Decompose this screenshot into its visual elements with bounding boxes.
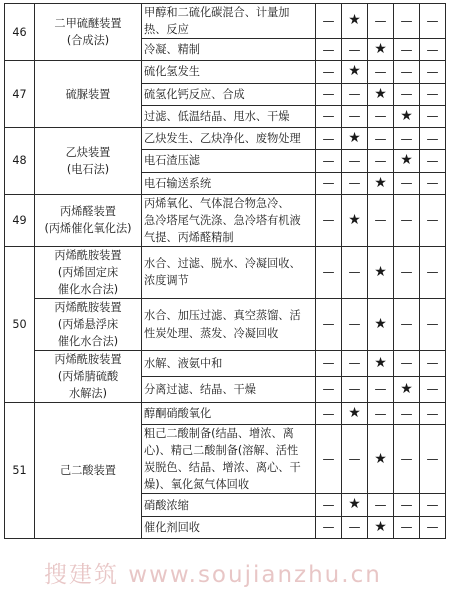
star-mark: ★ xyxy=(342,403,368,425)
table-row xyxy=(5,351,446,377)
device-name-line: (丙烯催化氧化法) xyxy=(44,222,132,236)
dash-mark: — xyxy=(342,516,368,538)
star-mark: ★ xyxy=(342,4,368,39)
dash-mark: — xyxy=(368,150,394,172)
device-name-line: 丙烯酰胺装置 xyxy=(54,248,122,262)
dash-mark: — xyxy=(394,494,420,516)
device-name xyxy=(35,128,142,195)
dash-mark: — xyxy=(394,516,420,538)
device-name-line: (合成法) xyxy=(66,34,110,48)
process-line: 甲醇和二硫化碳混合、计量加 xyxy=(144,6,290,19)
device-name xyxy=(35,298,142,350)
device-name-line: (电石法) xyxy=(66,162,110,176)
process-line: 水解、液氨中和 xyxy=(144,357,223,371)
device-name-line: (丙烯悬浮床 xyxy=(57,318,119,331)
process-line: 燥)、氧化氮气体回收 xyxy=(144,478,250,492)
star-mark: ★ xyxy=(342,61,368,83)
dash-mark: — xyxy=(342,39,368,61)
device-name-line: 丙烯酰胺装置 xyxy=(54,353,122,367)
dash-mark: — xyxy=(368,128,394,150)
process-description xyxy=(142,61,316,83)
item-number: 48 xyxy=(5,128,35,195)
dash-mark: — xyxy=(394,83,420,105)
table-row xyxy=(5,298,446,350)
star-mark: ★ xyxy=(394,105,420,127)
dash-mark: — xyxy=(394,194,420,246)
star-mark: ★ xyxy=(394,150,420,172)
dash-mark: — xyxy=(342,298,368,350)
table-row xyxy=(5,246,446,298)
process-line: 乙炔发生、乙炔净化、废物处理 xyxy=(144,132,301,146)
process-line: 醇酮硝酸氧化 xyxy=(144,407,212,421)
device-name-line: (丙烯腈硫酸 xyxy=(57,370,119,384)
process-line: 电石渣压滤 xyxy=(144,154,200,168)
dash-mark: — xyxy=(420,105,446,127)
process-description xyxy=(142,516,316,538)
dash-mark: — xyxy=(316,403,342,425)
dash-mark: — xyxy=(420,39,446,61)
process-line: 过滤、低温结晶、甩水、干燥 xyxy=(144,109,290,123)
device-name xyxy=(35,194,142,246)
process-line: 炭脱色、结晶、增浓、离心、干 xyxy=(144,461,301,475)
device-name xyxy=(35,403,142,539)
dash-mark: — xyxy=(420,246,446,298)
dash-mark: — xyxy=(316,494,342,516)
dash-mark: — xyxy=(394,128,420,150)
dash-mark: — xyxy=(316,61,342,83)
process-line: 性炭处理、蒸发、冷凝回收 xyxy=(144,326,279,340)
dash-mark: — xyxy=(316,194,342,246)
process-line: 冷凝、精制 xyxy=(144,43,200,57)
process-line: 催化剂回收 xyxy=(144,520,200,534)
dash-mark: — xyxy=(420,516,446,538)
item-number: 46 xyxy=(5,4,35,61)
process-line: 水合、过滤、脱水、冷凝回收、 xyxy=(144,257,301,271)
process-description xyxy=(142,494,316,516)
dash-mark: — xyxy=(316,150,342,172)
table-row xyxy=(5,128,446,150)
star-mark: ★ xyxy=(368,516,394,538)
dash-mark: — xyxy=(394,298,420,350)
process-description xyxy=(142,403,316,425)
dash-mark: — xyxy=(420,4,446,39)
dash-mark: — xyxy=(342,150,368,172)
star-mark: ★ xyxy=(342,494,368,516)
dash-mark: — xyxy=(316,105,342,127)
process-description xyxy=(142,150,316,172)
dash-mark: — xyxy=(420,377,446,403)
item-number: 51 xyxy=(5,403,35,539)
dash-mark: — xyxy=(316,425,342,494)
item-number: 47 xyxy=(5,61,35,128)
dash-mark: — xyxy=(342,425,368,494)
table-row xyxy=(5,194,446,246)
process-description xyxy=(142,128,316,150)
dash-mark: — xyxy=(420,425,446,494)
dash-mark: — xyxy=(316,377,342,403)
process-description xyxy=(142,246,316,298)
device-name-line: 水解法) xyxy=(69,387,107,401)
star-mark: ★ xyxy=(342,128,368,150)
dash-mark: — xyxy=(316,298,342,350)
watermark: 搜建筑 www.soujianzhu.cn xyxy=(44,562,382,588)
process-line: 分离过滤、结晶、干燥 xyxy=(144,383,256,397)
dash-mark: — xyxy=(368,194,394,246)
dash-mark: — xyxy=(316,351,342,377)
dash-mark: — xyxy=(394,403,420,425)
process-description xyxy=(142,105,316,127)
dash-mark: — xyxy=(394,61,420,83)
dash-mark: — xyxy=(420,172,446,194)
process-line: 硫氢化钙反应、合成 xyxy=(144,87,245,101)
star-mark: ★ xyxy=(368,425,394,494)
dash-mark: — xyxy=(316,246,342,298)
dash-mark: — xyxy=(420,351,446,377)
device-name-line: 己二酸装置 xyxy=(60,464,116,477)
device-name-line: 催化水合法) xyxy=(57,335,119,349)
process-line: 气提、丙烯醛精制 xyxy=(144,230,234,244)
device-name xyxy=(35,351,142,403)
dash-mark: — xyxy=(316,39,342,61)
star-mark: ★ xyxy=(368,246,394,298)
process-line: 热、反应 xyxy=(144,23,189,37)
process-line: 浓度调节 xyxy=(144,274,189,288)
dash-mark: — xyxy=(316,128,342,150)
process-description xyxy=(142,4,316,39)
device-name xyxy=(35,61,142,128)
star-mark: ★ xyxy=(342,194,368,246)
dash-mark: — xyxy=(316,83,342,105)
dash-mark: — xyxy=(394,4,420,39)
star-mark: ★ xyxy=(368,351,394,377)
process-description xyxy=(142,425,316,494)
dash-mark: — xyxy=(394,246,420,298)
process-description xyxy=(142,351,316,377)
dash-mark: — xyxy=(316,172,342,194)
table-row xyxy=(5,61,446,83)
dash-mark: — xyxy=(368,61,394,83)
star-mark: ★ xyxy=(368,83,394,105)
process-description xyxy=(142,298,316,350)
process-description xyxy=(142,39,316,61)
dash-mark: — xyxy=(342,246,368,298)
star-mark: ★ xyxy=(368,298,394,350)
dash-mark: — xyxy=(342,105,368,127)
dash-mark: — xyxy=(316,4,342,39)
dash-mark: — xyxy=(394,351,420,377)
device-name-line: 催化水合法) xyxy=(57,282,119,296)
process-line: 水合、加压过滤、真空蒸馏、活 xyxy=(144,309,301,323)
dash-mark: — xyxy=(420,194,446,246)
device-name-line: 硫脲装置 xyxy=(65,87,111,101)
process-line: 丙烯氧化、气体混合物急冷、 xyxy=(144,196,290,210)
dash-mark: — xyxy=(394,172,420,194)
dash-mark: — xyxy=(394,425,420,494)
star-mark: ★ xyxy=(368,172,394,194)
dash-mark: — xyxy=(368,4,394,39)
dash-mark: — xyxy=(368,105,394,127)
process-line: 粗己二酸制备(结晶、增浓、离 xyxy=(144,427,294,441)
dash-mark: — xyxy=(342,83,368,105)
dash-mark: — xyxy=(342,172,368,194)
item-number: 50 xyxy=(5,246,35,402)
table-row xyxy=(5,403,446,425)
process-line: 硝酸浓缩 xyxy=(144,498,189,512)
device-name-line: 二甲硫醚装置 xyxy=(54,17,122,31)
process-line: 电石输送系统 xyxy=(144,176,212,190)
dash-mark: — xyxy=(420,128,446,150)
process-description xyxy=(142,377,316,403)
star-mark: ★ xyxy=(394,377,420,403)
classification-table xyxy=(4,3,446,539)
dash-mark: — xyxy=(342,351,368,377)
device-name xyxy=(35,4,142,61)
process-line: 心)、精己二酸制备(溶解、活性 xyxy=(144,444,299,458)
table-row xyxy=(5,4,446,39)
process-line: 急冷塔尾气洗涤、急冷塔有机液 xyxy=(144,213,301,227)
dash-mark: — xyxy=(342,377,368,403)
dash-mark: — xyxy=(368,494,394,516)
process-line: 硫化氢发生 xyxy=(144,65,200,79)
dash-mark: — xyxy=(394,39,420,61)
item-number: 49 xyxy=(5,194,35,246)
process-description xyxy=(142,83,316,105)
dash-mark: — xyxy=(368,403,394,425)
device-name xyxy=(35,246,142,298)
dash-mark: — xyxy=(420,494,446,516)
dash-mark: — xyxy=(420,61,446,83)
dash-mark: — xyxy=(420,298,446,350)
process-description xyxy=(142,172,316,194)
device-name-line: 丙烯酰胺装置 xyxy=(54,300,122,314)
dash-mark: — xyxy=(316,516,342,538)
device-name-line: (丙烯固定床 xyxy=(57,265,119,279)
dash-mark: — xyxy=(368,377,394,403)
device-name-line: 乙炔装置 xyxy=(65,145,111,159)
process-description xyxy=(142,194,316,246)
dash-mark: — xyxy=(420,403,446,425)
dash-mark: — xyxy=(420,83,446,105)
device-name-line: 丙烯醛装置 xyxy=(60,205,116,219)
dash-mark: — xyxy=(420,150,446,172)
star-mark: ★ xyxy=(368,39,394,61)
